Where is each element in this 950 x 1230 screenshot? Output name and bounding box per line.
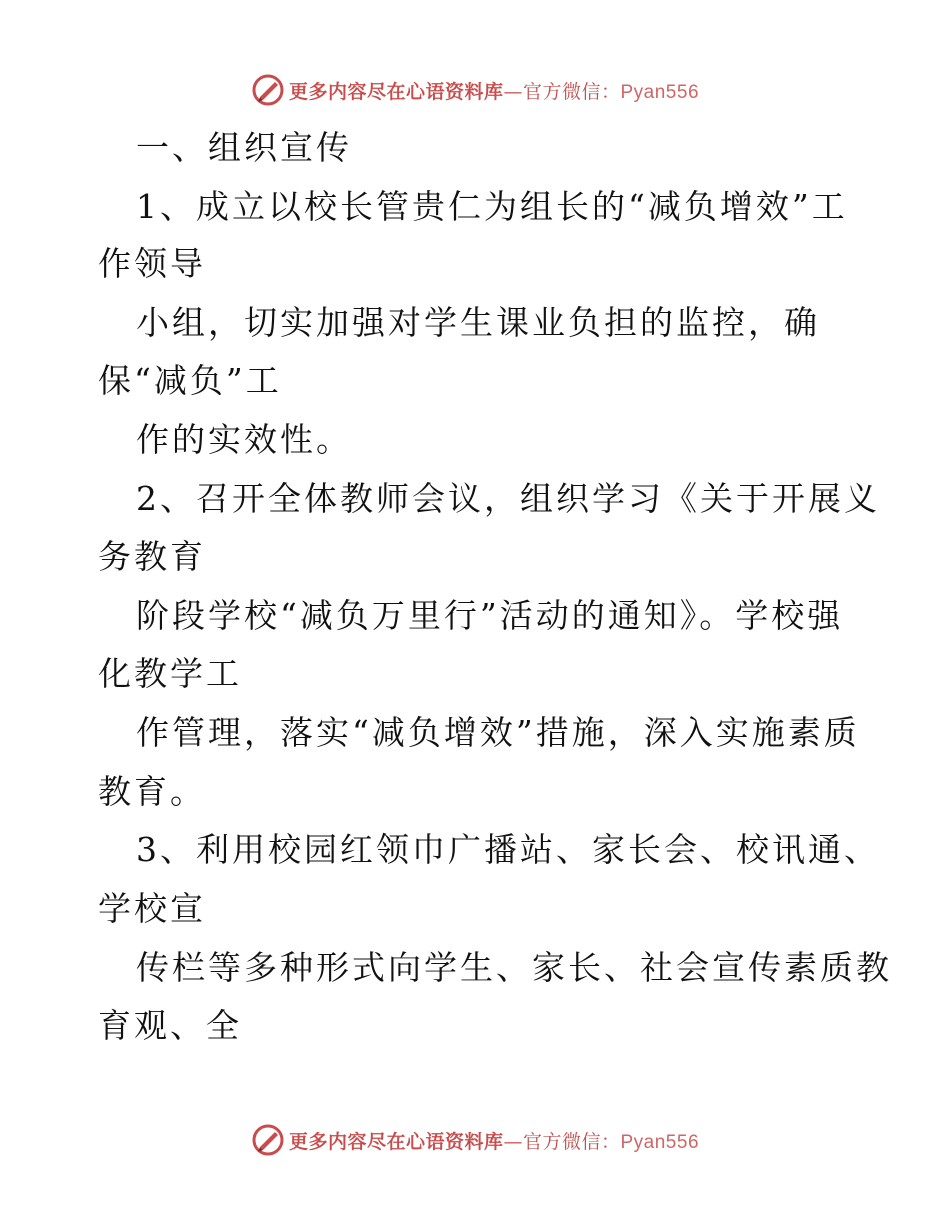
- watermark-text: [289, 1127, 699, 1154]
- paragraph-line: 保“减负”工: [98, 361, 282, 400]
- pen-logo-icon: [251, 1123, 285, 1157]
- header-watermark: [0, 70, 950, 110]
- paragraph-line: 3、利用校园红领巾广播站、家长会、校讯通、: [136, 830, 880, 869]
- watermark-separator: —: [503, 80, 523, 103]
- watermark-wechat-id: Pyan556: [620, 1131, 700, 1153]
- paragraph-line: 作管理，落实“减负增效”措施，深入实施素质: [136, 713, 860, 752]
- paragraph-line: 传栏等多种形式向学生、家长、社会宣传素质教: [136, 948, 892, 987]
- paragraph-line: 作领导: [98, 244, 206, 283]
- watermark-wechat-id: Pyan556: [620, 81, 700, 103]
- footer-watermark: [0, 1120, 950, 1160]
- watermark-wechat-label: 官方微信：: [522, 80, 621, 103]
- watermark-wechat-label: 官方微信：: [522, 1130, 621, 1153]
- watermark-site: 更多内容尽在心语资料库: [288, 80, 504, 103]
- watermark-site: 更多内容尽在心语资料库: [288, 1130, 504, 1153]
- paragraph-line: 教育。: [98, 772, 206, 811]
- paragraph-line: 务教育: [98, 537, 206, 576]
- paragraph-line: 阶段学校“减负万里行”活动的通知》。学校强: [136, 596, 844, 635]
- paragraph-line: 作的实效性。: [136, 420, 352, 459]
- section-heading: 一、组织宣传: [136, 128, 352, 167]
- watermark-separator: —: [503, 1130, 523, 1153]
- watermark-text: [289, 77, 699, 104]
- paragraph-line: 2、召开全体教师会议，组织学习《关于开展义: [136, 479, 880, 518]
- paragraph-line: 育观、全: [98, 1006, 242, 1045]
- paragraph-line: 化教学工: [98, 654, 242, 693]
- paragraph-line: 小组，切实加强对学生课业负担的监控，确: [136, 303, 820, 342]
- pen-logo-icon: [251, 73, 285, 107]
- paragraph-line: 学校宣: [98, 889, 206, 928]
- paragraph-line: 1、成立以校长管贵仁为组长的“减负增效”工: [136, 187, 848, 226]
